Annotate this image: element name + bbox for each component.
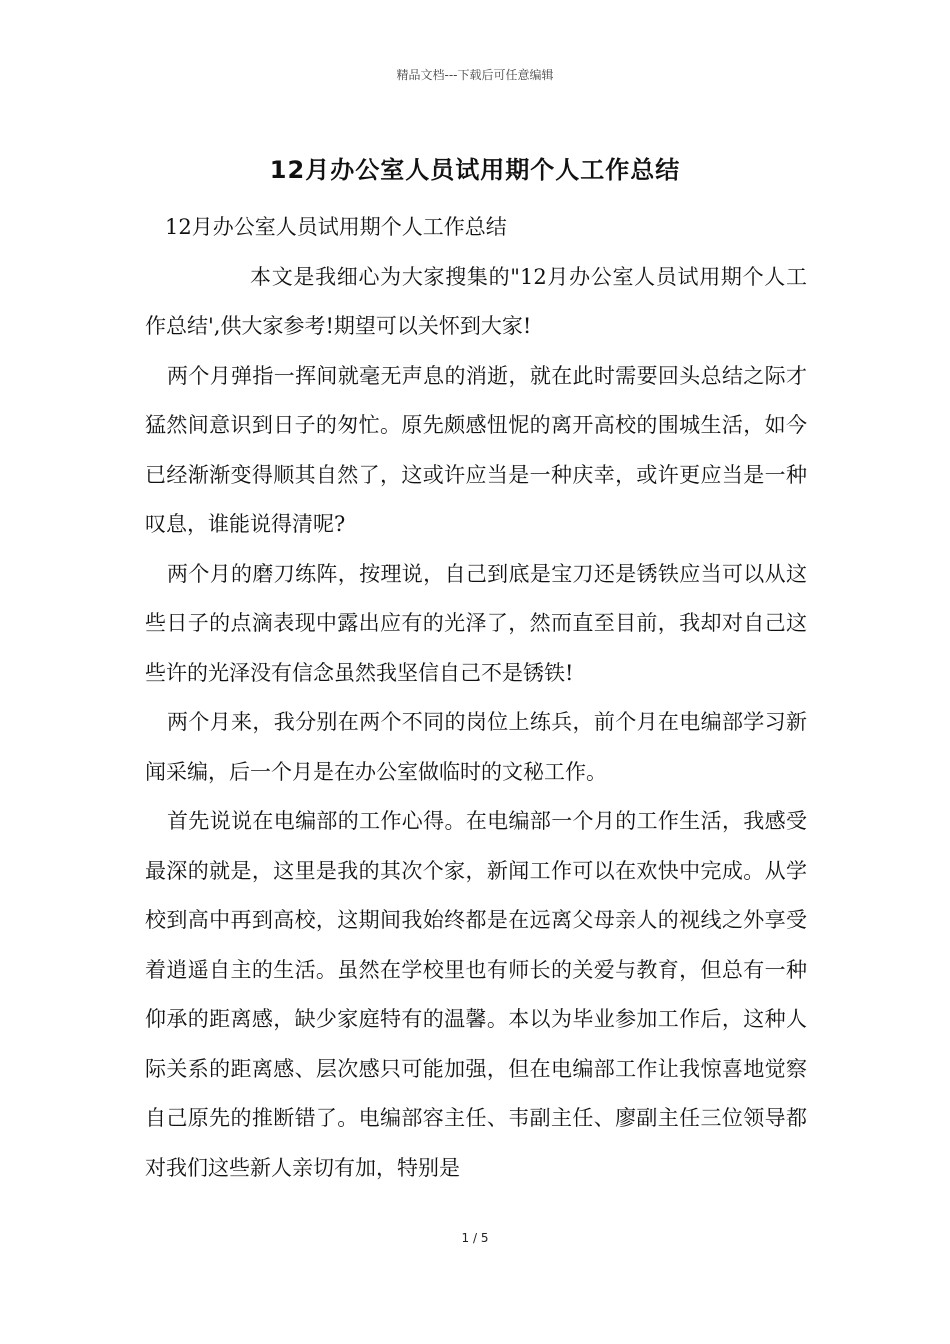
page-header: 精品文档---下载后可任意编辑 <box>396 68 554 82</box>
body-paragraph: 两个月的磨刀练阵，按理说，自己到底是宝刀还是锈铁应当可以从这些日子的点滴表现中露出应有的光泽了，然而直至目前，我却对自己这些许的光泽没有信念虽然我坚信自己不是锈铁! <box>145 561 807 685</box>
body-paragraph: 首先说说在电编部的工作心得。在电编部一个月的工作生活，我感受最深的就是，这里是我的其次个家，新闻工作可以在欢快中完成。从学校到高中再到高校，这期间我始终都是在远离父母亲人的视线之外享受着逍遥自主的生活。虽然在学校里也有师长的关爱与教育，但总有一种仰承的距离感，缺少家庭特有的温馨。本以为毕业参加工作后，这种人际关系的距离感、层次感只可能加强，但在电编部工作让我惊喜地觉察自己原先的推断错了。电编部容主任、韦副主任、廖副主任三位领导都对我们这些新人亲切有加，特别是 <box>145 809 807 1180</box>
intro-paragraph: 本文是我细心为大家搜集的"12月办公室人员试用期个人工作总结',供大家参考!期望可以关怀到大家! <box>145 264 807 338</box>
page-indicator: 1 / 5 <box>461 1231 489 1245</box>
document-subtitle: 12月办公室人员试用期个人工作总结 <box>165 215 507 239</box>
body-paragraph: 两个月来，我分别在两个不同的岗位上练兵，前个月在电编部学习新闻采编，后一个月是在办公室做临时的文秘工作。 <box>145 710 807 784</box>
document-body <box>145 203 807 1193</box>
document-title: 12月办公室人员试用期个人工作总结 <box>269 156 681 184</box>
body-paragraph: 两个月弹指一挥间就毫无声息的消逝，就在此时需要回头总结之际才猛然间意识到日子的匆忙。原先颇感忸怩的离开高校的围城生活，如今已经渐渐变得顺其自然了，这或许应当是一种庆幸，或许更应当是一种叹息，谁能说得清呢? <box>145 363 807 536</box>
